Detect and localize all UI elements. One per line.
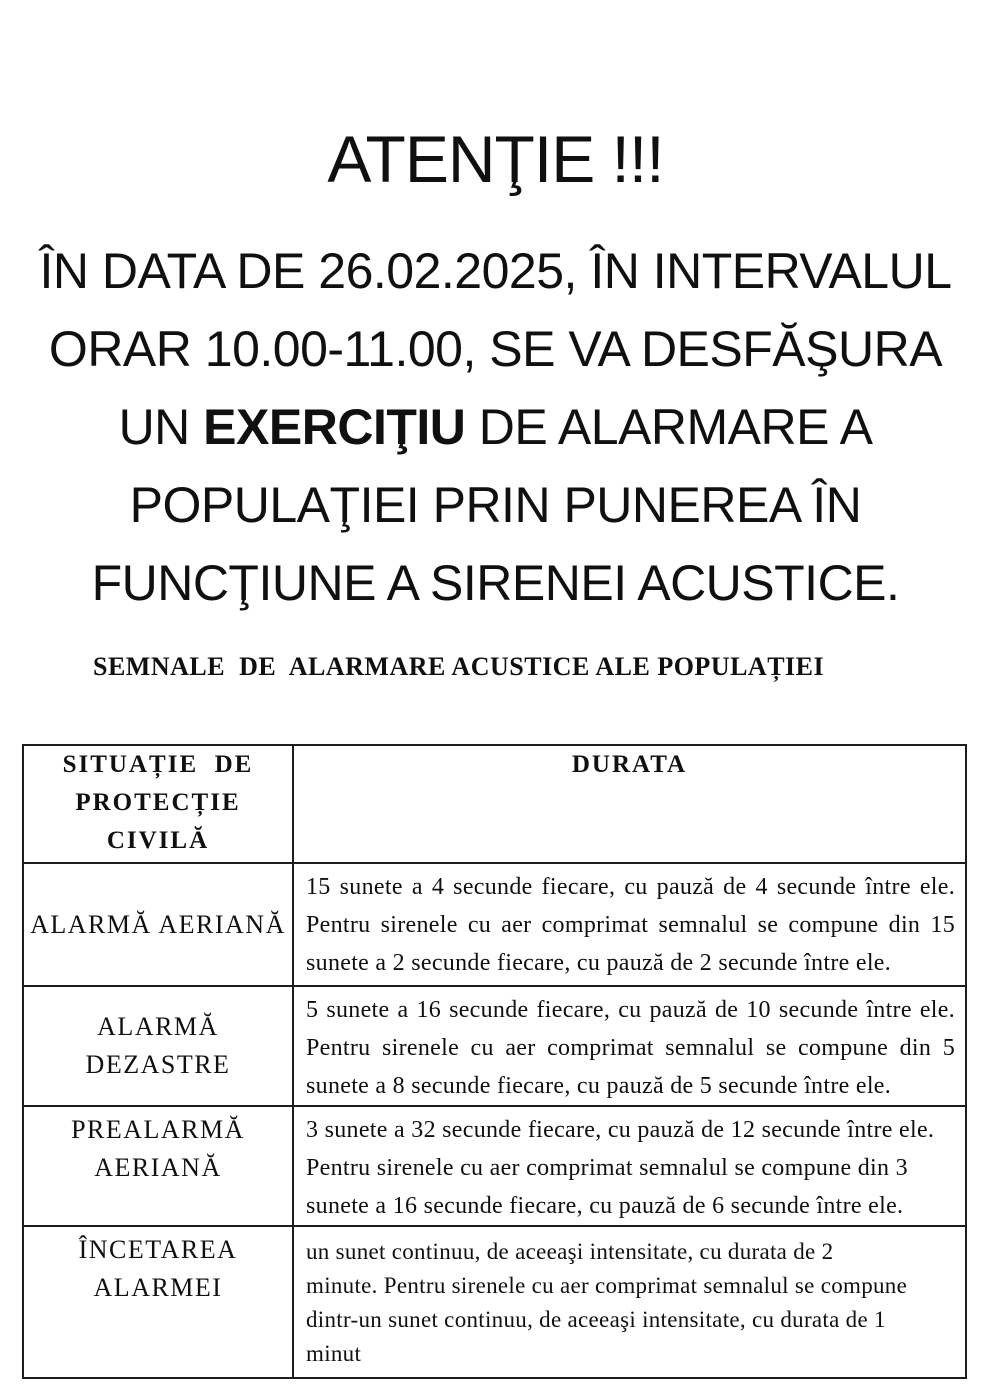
paragraph-line-1: ÎN DATA DE 26.02.2025, ÎN INTERVALUL (39, 243, 952, 299)
duration-line: 3 sunete a 32 secunde fiecare, cu pauză de 12 secunde între ele. (306, 1117, 935, 1143)
header-cell-durata (293, 745, 966, 863)
exercise-emphasis: EXERCIŢIU (203, 399, 466, 455)
duration-cell-alarma-dezastre (293, 986, 966, 1106)
duration-line: dintr-un sunet continuu, de aceeaşi intensitate, cu durata de 1 (306, 1307, 886, 1332)
paragraph-line-3 (0, 388, 991, 466)
header-situation-line-2: PROTECȚIE (75, 789, 241, 816)
duration-line: Pentru sirenele cu aer comprimat semnalul se compune din 3 (306, 1155, 908, 1181)
header-situation-line-3: CIVILĂ (106, 827, 210, 854)
duration-cell-incetarea-alarmei (293, 1226, 966, 1378)
row-label: ALARMĂ AERIANĂ (30, 909, 286, 939)
duration-line: 5 sunete a 16 secunde fiecare, cu pauză de 10 secunde între ele. (306, 997, 955, 1023)
row-label: ALARMĂ DEZASTRE (85, 1012, 231, 1079)
table-header-row (23, 745, 966, 863)
duration-line: minut (306, 1341, 362, 1366)
paragraph-line-5: FUNCŢIUNE A SIRENEI ACUSTICE. (91, 555, 900, 611)
row-label: AERIANĂ (94, 1153, 222, 1182)
paragraph-line-4: POPULAŢIEI PRIN PUNEREA ÎN (129, 477, 862, 533)
duration-line: Pentru sirenele cu aer comprimat semnalul se compune din 5 (306, 1035, 955, 1061)
duration-line: sunete a 8 secunde fiecare, cu pauză de 5 secunde între ele. (306, 1073, 892, 1099)
header-cell-situation (23, 745, 293, 863)
header-durata-label: DURATA (571, 751, 688, 778)
paragraph-line-3-post: DE ALARMARE A (465, 399, 873, 455)
duration-line: sunete a 16 secunde fiecare, cu pauză de 6 secunde între ele. (306, 1193, 904, 1219)
header-situation-line-1: SITUAȚIE DE (62, 751, 254, 778)
duration-cell-prealarma-aeriana (293, 1106, 966, 1226)
section-subtitle: SEMNALE DE ALARMARE ACUSTICE ALE POPULAȚIEI (93, 652, 825, 681)
paragraph-line-2: ORAR 10.00-11.00, SE VA DESFĂŞURA (48, 321, 943, 377)
row-label: PREALARMĂ (71, 1115, 245, 1144)
alarm-signals-table (22, 744, 967, 1379)
label-cell-prealarma-aeriana (23, 1106, 293, 1226)
table-row-incetarea-alarmei (23, 1226, 966, 1378)
row-label: ALARMEI (93, 1273, 223, 1302)
duration-line: Pentru sirenele cu aer comprimat semnalul se compune din 15 (306, 912, 955, 938)
duration-line: un sunet continuu, de aceeaşi intensitate, cu durata de 2 (306, 1239, 834, 1264)
row-label: ÎNCETAREA (78, 1235, 238, 1264)
announcement-paragraph (0, 232, 991, 622)
paragraph-line-3-pre: UN (118, 399, 204, 455)
duration-line: 15 sunete a 4 secunde fiecare, cu pauză de 4 secunde între ele. (306, 874, 955, 900)
page-title: ATENŢIE !!! (327, 122, 664, 196)
table-row-prealarma-aeriana (23, 1106, 966, 1226)
table-row-alarma-aeriana (23, 863, 966, 986)
label-cell-alarma-aeriana (23, 863, 293, 986)
label-cell-incetarea-alarmei (23, 1226, 293, 1378)
table-row-alarma-dezastre (23, 986, 966, 1106)
duration-cell-alarma-aeriana (293, 863, 966, 986)
duration-line: minute. Pentru sirenele cu aer comprimat semnalul se compune (306, 1273, 908, 1298)
duration-line: sunete a 2 secunde fiecare, cu pauză de 2 secunde între ele. (306, 950, 892, 976)
label-cell-alarma-dezastre (23, 986, 293, 1106)
